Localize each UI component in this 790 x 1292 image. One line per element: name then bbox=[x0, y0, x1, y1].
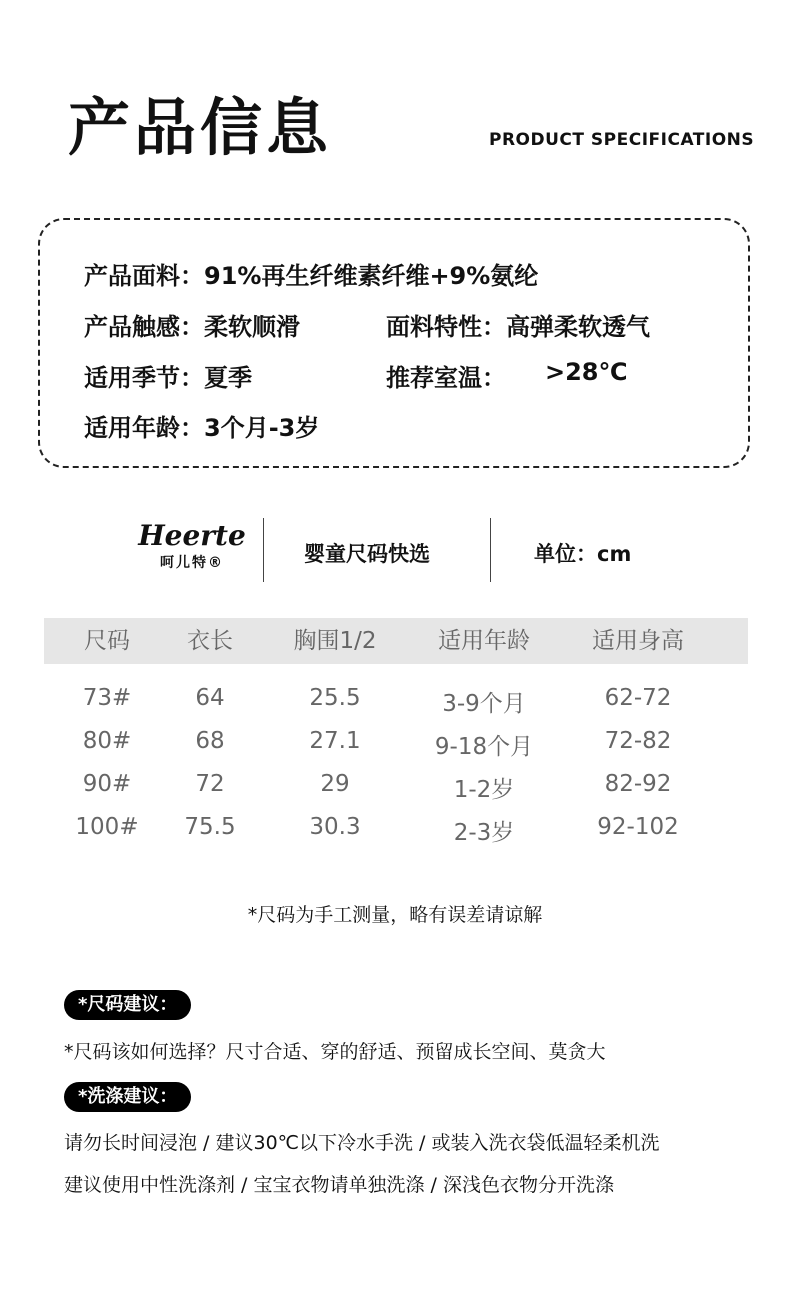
brand-cn-name: 呵儿特® bbox=[160, 555, 224, 571]
measurement-note: *尺码为手工测量，略有误差请谅解 bbox=[247, 904, 543, 926]
spec-fabric: 产品面料：91%再生纤维素纤维+9%氨纶 bbox=[84, 262, 539, 290]
cell-height: 72-82 bbox=[604, 728, 672, 754]
unit-label: 单位：cm bbox=[534, 542, 632, 566]
header-length: 衣长 bbox=[187, 628, 233, 654]
divider-line bbox=[490, 518, 491, 582]
spec-temp-value: >28℃ bbox=[545, 358, 628, 386]
cell-age: 3-9个月 bbox=[442, 691, 526, 717]
cell-length: 68 bbox=[195, 728, 225, 754]
size-table-header bbox=[44, 618, 748, 664]
size-advice-badge: *尺码建议： bbox=[64, 990, 191, 1020]
brand-script-name: Heerte bbox=[138, 519, 246, 552]
brand-logo bbox=[136, 520, 248, 580]
header-size: 尺码 bbox=[84, 628, 130, 654]
spec-season: 适用季节：夏季 bbox=[84, 364, 252, 392]
cell-chest: 25.5 bbox=[309, 685, 361, 711]
spec-feature: 面料特性：高弹柔软透气 bbox=[386, 313, 650, 341]
cell-age: 2-3岁 bbox=[453, 820, 515, 846]
wash-advice-line: 请勿长时间浸泡 / 建议30℃以下冷水手洗 / 或装入洗衣袋低温轻柔机洗 bbox=[64, 1132, 660, 1154]
wash-advice-badge: *洗涤建议： bbox=[64, 1082, 191, 1112]
cell-length: 72 bbox=[195, 771, 225, 797]
size-quick-title: 婴童尺码快选 bbox=[304, 542, 430, 566]
size-advice-text: *尺码该如何选择？尺寸合适、穿的舒适、预留成长空间、莫贪大 bbox=[64, 1041, 606, 1063]
cell-length: 75.5 bbox=[184, 814, 236, 840]
spec-box bbox=[38, 218, 750, 468]
spec-age: 适用年龄：3个月-3岁 bbox=[84, 414, 320, 442]
page-subtitle: PRODUCT SPECIFICATIONS bbox=[489, 130, 755, 150]
cell-height: 92-102 bbox=[597, 814, 679, 840]
wash-advice-line: 建议使用中性洗涤剂 / 宝宝衣物请单独洗涤 / 深浅色衣物分开洗涤 bbox=[64, 1174, 614, 1196]
cell-size: 73# bbox=[82, 685, 132, 711]
divider-line bbox=[263, 518, 264, 582]
cell-age: 1-2岁 bbox=[453, 777, 515, 803]
cell-height: 62-72 bbox=[604, 685, 672, 711]
cell-height: 82-92 bbox=[604, 771, 672, 797]
cell-size: 100# bbox=[75, 814, 139, 840]
cell-chest: 27.1 bbox=[309, 728, 361, 754]
cell-age: 9-18个月 bbox=[434, 734, 534, 760]
page-title: 产品信息 bbox=[68, 91, 333, 164]
cell-size: 90# bbox=[82, 771, 132, 797]
cell-chest: 29 bbox=[320, 771, 350, 797]
cell-chest: 30.3 bbox=[309, 814, 361, 840]
header-chest: 胸围1/2 bbox=[293, 628, 377, 654]
cell-length: 64 bbox=[195, 685, 225, 711]
spec-touch: 产品触感：柔软顺滑 bbox=[84, 313, 300, 341]
header-age: 适用年龄 bbox=[438, 628, 530, 654]
spec-temp-label: 推荐室温： bbox=[386, 364, 506, 392]
header-height: 适用身高 bbox=[592, 628, 684, 654]
cell-size: 80# bbox=[82, 728, 132, 754]
